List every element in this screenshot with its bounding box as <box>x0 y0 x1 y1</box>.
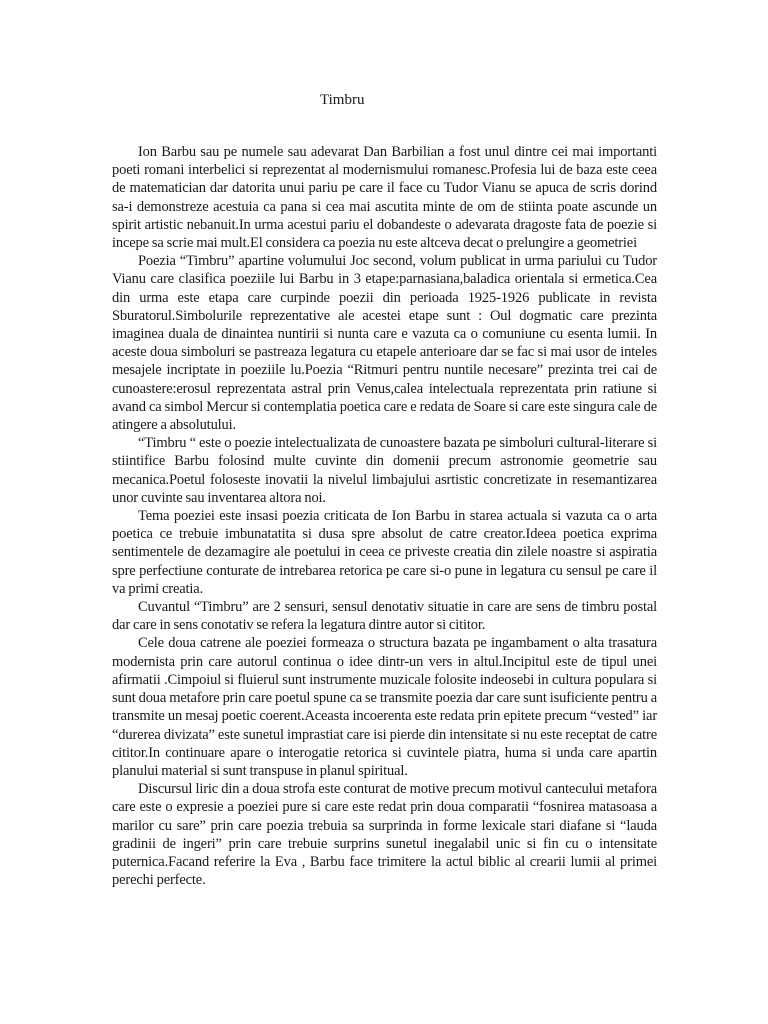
paragraph-first-stanza: Cele doua catrene ale poeziei formeaza o structura bazata pe ingambament o alta trasatura modernista prin care autorul continua o idee dintr-un vers in altul.Incipitul este de tipul unei afirmatii .Cimpoiul si fluierul sunt instrumente muzicale folosite indeosebi in cultura populara si sunt doua metafore prin care poetul spune ca se transmite poezia dar care sunt isuficiente pentru a transmite un mesaj poetic coerent.Aceasta incoerenta este redata prin epitete precum “vested” iar “durerea divizata” este sunetul imprastiat care isi pierde din intensitate si nu este receptat de catre cititor.In continuare apare o interogatie retorica si cuvintele piatra, huma si unda care apartin planului material si sunt transpuse in planul spiritual. <box>112 635 657 779</box>
document-title: Timbru <box>320 92 365 108</box>
paragraph-volume: Poezia “Timbru” apartine volumului Joc second, volum publicat in urma pariului cu Tudor Vianu care clasifica poeziile lui Barbu in 3 etape:parnasiana,baladica orientala si ermetica.Cea din urma este etapa care curpinde poezii din perioada 1925-1926 publicate in revista Sburatorul.Simbolurile reprezentative ale acestei etape sunt : Oul dogmatic care prezinta imaginea duala de dinaintea nuntirii si nunta care e vazuta ca o comuniune cu esenta lumii. In aceste doua simboluri se pastreaza legatura cu etapele anterioare dar se fac si mai usor de inteles mesajele incriptate in poeziile lu.Poezia “Ritmuri pentru nuntile necesare” prezinta trei cai de cunoastere:erosul reprezentata astral prin Venus,calea intelectuala reprezentata prin ratiune si avand ca simbol Mercur si contemplatia poetica care e redata de Soare si care este singura cale de atingere a absolutului. <box>112 253 657 434</box>
document-body <box>112 143 657 889</box>
paragraph-title-meaning: Cuvantul “Timbru” are 2 sensuri, sensul denotativ situatie in care are sens de timbru postal dar care in sens conotativ se refera la legatura dintre autor si cititor. <box>112 599 657 634</box>
paragraph-intellectual-poem: “Timbru “ este o poezie intelectualizata de cunoastere bazata pe simboluri cultural-literare si stiintifice Barbu folosind multe cuvinte din domenii precum astronomie geometrie sau mecanica.Poetul foloseste inovatii la nivelul limbajului asrtistic concretizate in resemantizarea unor cuvinte sau inventarea altora noi. <box>112 435 657 506</box>
paragraph-second-stanza: Discursul liric din a doua strofa este conturat de motive precum motivul cantecului metafora care este o expresie a poeziei pure si care este redat prin doua comparatii “fosnirea matasoasa a marilor cu sare” prin care poezia trebuia sa surprinda in forme lexicale stari diafane si “lauda gradinii de ingeri” prin care trebuie surprins sunetul inegalabil unic si fin cu o intensitate puternica.Facand referire la Eva , Barbu face trimitere la actul biblic al crearii lumii al primei perechi perfecte. <box>112 781 657 889</box>
paragraph-intro: Ion Barbu sau pe numele sau adevarat Dan Barbilian a fost unul dintre cei mai importanti poeti romani interbelici si reprezentat al modernismului romanesc.Profesia lui de baza este ceea de matematician dar datorita unui pariu pe care il face cu Tudor Vianu se apuca de scris dorind sa-i demonstreze acestuia ca pana si cea mai ascutita minte de om de stiinta poate ascunde un spirit artistic nebanuit.In urma acestui pariu el dobandeste o adevarata dragoste fata de poezie si incepe sa scrie mai mult.El considera ca poezia nu este altceva decat o prelungire a geometriei <box>112 144 657 252</box>
paragraph-theme: Tema poeziei este insasi poezia criticata de Ion Barbu in starea actuala si vazuta ca o arta poetica ce trebuie imbunatatita si dusa spre absolut de catre creator.Ideea poetica exprima sentimentele de dezamagire ale poetului in ceea ce priveste creatia din zilele noastre si aspiratia spre perfectiune conturate de intrebarea retorica pe care si-o pune in legatura cu sensul pe care il va primi creatia. <box>112 508 657 597</box>
